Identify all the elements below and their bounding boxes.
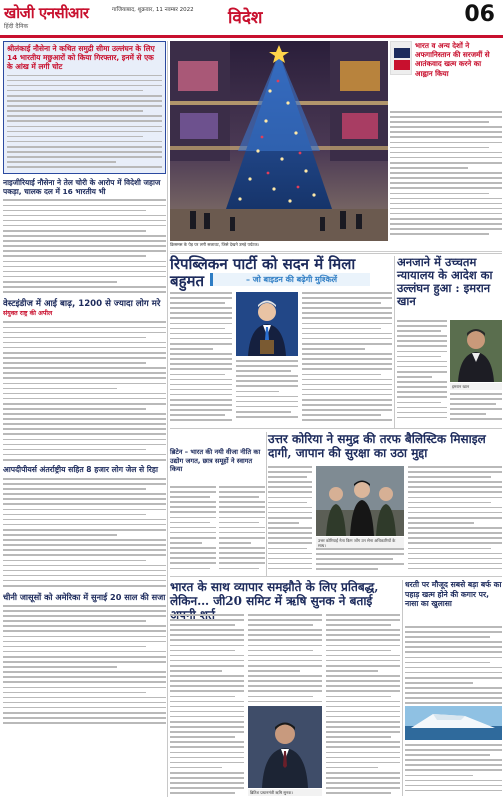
hero-photo	[170, 41, 388, 241]
story-lanka	[3, 41, 166, 174]
iceberg-image	[405, 706, 502, 740]
dateline: गाजियाबाद, शुक्रवार, 11 नवम्बर 2022	[112, 7, 194, 13]
story-release-headline: आपदीपीयर्स अंतर्राष्ट्रीय सहित 8 हजार लोग जेल से रिहा	[3, 465, 158, 475]
story-spies	[3, 592, 166, 725]
britain-headline: ब्रिटेन – भारत की नयी वीजा नीति का उद्योग जगत, छात्र समूहों ने स्वागत किया	[170, 448, 261, 474]
story-nigeria-body	[3, 199, 166, 295]
story-nigeria	[3, 178, 166, 296]
story-westindies	[3, 299, 166, 461]
kim-jong-un-image	[316, 466, 404, 536]
britain-body-col1	[170, 486, 216, 574]
rishi-sunak-image	[248, 706, 322, 788]
section-divider	[170, 576, 502, 577]
story-release-body	[3, 478, 166, 588]
imran-photo	[450, 320, 502, 382]
imran-body-col2	[450, 393, 502, 423]
main-body-col2	[236, 360, 298, 422]
story-lanka-headline: श्रीलंकाई नौसेना ने कथित समुद्री सीमा उल्लंघन के लिए 14 भारतीय मछुआरों को किया गिरफ्तार, इनमें से एक के आंख में लगी चोट	[7, 44, 155, 72]
story-lanka-body	[7, 75, 162, 171]
trade-body-col2	[248, 614, 322, 704]
imran-khan-image	[450, 320, 502, 382]
glacier-headline: धरती पर मौजूद सबसे बड़ा बर्फ का पहाड़ खत्म होने की कगार पर, नासा का खुलासा	[405, 580, 502, 609]
trade-headline: भारत के साथ व्यापार समझौते के लिए प्रतिबद्ध, लेकिन… जी20 समिट में ऋषि सुनक ने बताई	[170, 580, 379, 608]
sunak-photo-caption: ब्रिटिश प्रधानमंत्री ऋषि सुनक।	[248, 789, 322, 796]
section-divider	[170, 428, 502, 429]
logo-badge	[390, 41, 412, 75]
trade-body-col3	[326, 614, 400, 796]
glacier-body-col2	[405, 744, 502, 796]
sunak-photo	[248, 706, 322, 788]
newspaper-logo: खोजी एनसीआर	[4, 4, 89, 22]
main-body-col1	[170, 292, 232, 422]
imran-photo-caption: इमरान खान	[450, 383, 502, 390]
imran-body-col1	[397, 320, 447, 420]
hero-caption: क्रिसमस के पेड़ पर लगी सजावट, जिसे देखने उमड़े पर्यटक।	[170, 242, 502, 252]
masthead	[0, 0, 503, 38]
section-title: विदेश	[228, 8, 263, 28]
christmas-tree-image	[170, 41, 388, 241]
story-afghanistan-body	[390, 111, 502, 239]
story-spies-body	[3, 605, 166, 725]
nk-body-col2	[316, 548, 404, 574]
story-release	[3, 465, 166, 588]
main-headline: रिपब्लिकन पार्टी को सदन में मिला बहुमत	[170, 255, 356, 290]
main-body-col3	[302, 292, 392, 422]
story-westindies-body	[3, 321, 166, 461]
kim-photo	[316, 466, 404, 536]
column-divider	[394, 256, 395, 428]
story-afghanistan	[390, 41, 502, 241]
glacier-body-col1	[405, 626, 502, 704]
north-korea-headline: उत्तर कोरिया ने समुद्र की तरफ बैलिस्टिक मिसाइल दागी, जापान की सुरक्षा का उठा मुद्दा	[268, 432, 486, 460]
trade-body-col1	[170, 614, 244, 796]
nk-body-col3	[408, 466, 502, 574]
column-divider	[402, 580, 403, 796]
news-agency-logo	[391, 42, 413, 76]
story-spies-headline: चीनी जासूसों को अमेरिका में सुनाई 20 साल की सजा	[3, 592, 166, 603]
story-westindies-headline: वेस्टइंडीज में आई बाढ़, 1200 से ज्यादा लोग मरे	[3, 299, 161, 310]
column-divider	[167, 41, 168, 797]
story-westindies-kicker: संयुक्त राष्ट्र की अपील	[3, 310, 53, 318]
page-number: 06	[464, 2, 495, 27]
brand-subtitle: हिंदी दैनिक	[4, 23, 29, 30]
left-column	[3, 41, 166, 797]
britain-body-col2	[219, 486, 265, 574]
kim-photo-caption: उत्तर कोरियाई नेता किम जोंग उन सेना अधिकारियों के साथ।	[316, 537, 404, 549]
glacier-photo	[405, 706, 502, 740]
column-divider	[266, 432, 267, 576]
main-kicker: – जो बाइडन की बढ़ेगी मुश्किलें	[210, 273, 370, 286]
story-afghanistan-headline: भारत व अन्य देशों ने अफगानिस्तान की सरजमीं से आतंकवाद खत्म करने का आह्वान किया	[415, 41, 490, 78]
biden-image	[236, 292, 298, 356]
story-nigeria-headline: नाइजीरियाई नौसेना ने तेल चोरी के आरोप में विदेशी जहाज पकड़ा, चालक दल में 16 भारतीय भी	[3, 177, 161, 197]
imran-headline: अनजाने में उच्चतम न्यायालय के आदेश का उल्लंघन हुआ : इमरान खान	[397, 255, 493, 308]
nk-body-col1	[268, 466, 312, 574]
section-divider	[170, 253, 502, 254]
biden-photo	[236, 292, 298, 356]
